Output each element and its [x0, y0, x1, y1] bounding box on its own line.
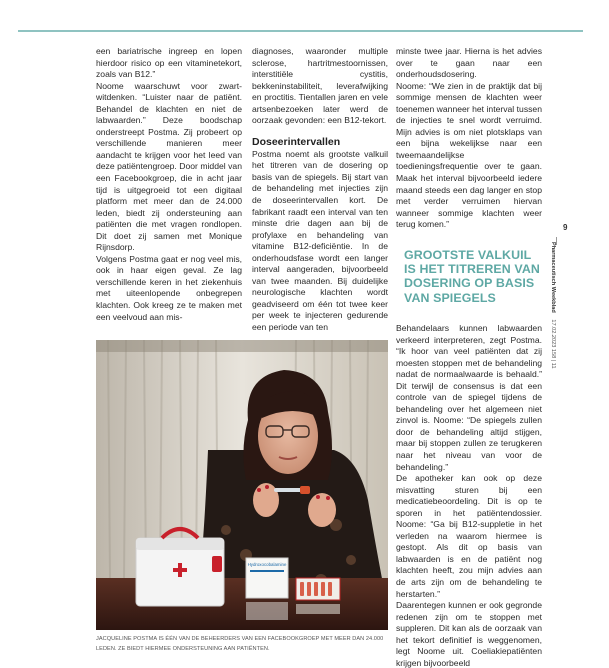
pull-quote: GROOTSTE VALKUIL IS HET TITREREN VAN DOSERING OP BASIS VAN SPIEGELS [404, 248, 540, 305]
article-column-3 [396, 46, 542, 231]
paragraph: Volgens Postma gaat er nog veel mis, ook in haar eigen geval. Ze lag verschillende keren in het ziekenhuis met uiteenlopende onbegrepen klachten. Ook kreeg ze te maken met een veelvoud aan mis- [96, 253, 242, 322]
top-rule [18, 30, 583, 32]
paragraph: Daarentegen kunnen er ook gegronde redenen zijn om te stoppen met suppleren. Dit kan als de oorzaak van het tekort definitief is weggenomen, legt Noome uit. Coeliakiepatiënten krijgen bijvoorbeeld [396, 600, 542, 668]
paragraph: diagnoses, waaronder multiple sclerose, hartritmestoornissen, interstitiële cystitis, bekkeninstabiliteit, leverafwijking en proctitis. Tientallen jaren en vele artsenbezoeken later werd de oorzaak gevonden: een B12-tekort. [252, 46, 388, 126]
publication-running-header [550, 242, 556, 369]
paragraph: een bariatrische ingreep en lopen hierdoor risico op een vitaminetekort, zoals van B12.” [96, 46, 242, 80]
paragraph: minste twee jaar. Hierna is het advies over te gaan naar een onderhoudsdosering. Noome: “We zien in de praktijk dat bij sommige mensen de klachten weer toenemen wanneer het interval tussen de injecties te snel wordt verruimd. Mijn advies is om niet plotsklaps van een bijna wekelijkse naar een tweemaandelijkse toedieningsfrequentie over te gaan. Maak het interval bijvoorbeeld iedere maand steeds een dag langer en stop met verder verruimen hiervan wanneer sommige klachten weer terug komen.” [396, 46, 542, 230]
publication-name: Pharmaceutisch Weekblad [550, 242, 556, 313]
photo-caption: JACQUELINE POSTMA IS ÉÉN VAN DE BEHEERDERS VAN EEN FACEBOOKGROEP MET MEER DAN 24.000 LEDEN. ZE BIEDT HIERMEE ONDERSTEUNING AAN PATIËNTEN. [96, 636, 384, 652]
article-column-2 [252, 46, 388, 334]
article-column-4 [396, 323, 542, 668]
issue-info: 17.02.2023 158 | 11 [550, 319, 556, 369]
page-number: 9 [563, 223, 568, 232]
subheading: Doseerintervallen [252, 135, 341, 148]
paragraph: Noome waarschuwt voor zwart-witdenken. “Luister naar de patiënt. Behandel de klachten en niet de labwaarden.” Deze boodschap onderstreept Postma. Zij probeert op verschillende manieren meer aandacht te krijgen voor het leed van deze patiëntengroep. Door middel van een Facebookgroep, die in acht jaar tijd is uitgegroeid tot een digitaal platform met meer dan de 24.000 leden, biedt zij ondersteuning aan patiënten die met vragen rondlopen. Dit doet zij samen met Monique Rijnsdorp. [96, 80, 242, 253]
article-column-1 [96, 46, 242, 323]
paragraph: Postma noemt als grootste valkuil het titreren van de dosering op basis van de spiegels. Bij start van de behandeling met injecties zijn de doseerintervallen kort. De fabrikant raadt een interval van ten minste drie dagen aan bij de profylaxe en behandeling van vitamine B12-deficiëntie. In de onderhoudsfase wordt een langer interval aangeraden, bijvoorbeeld van twee maanden. Bij duidelijke neurologische klachten wordt geadviseerd om één tot twee keer per week te injecteren gedurende een periode van ten [252, 148, 388, 333]
portrait-photo [96, 340, 388, 630]
box-label: Hydroxocobalamine [247, 562, 287, 567]
paragraph: Behandelaars kunnen labwaarden verkeerd interpreteren, zegt Postma. “Ik hoor van veel patiënten dat zij moesten stoppen met de behandeling nadat de normaalwaarde is behaald.” Dit terwijl de consensus is dat een controle van de spiegel tijdens de behandeling over het algemeen niet zinvol is. Noome: “De spiegels zullen door de behandeling altijd stijgen, maar bij stoppen zullen ze terugkeren naar het niveau van voor de behandeling.” [396, 323, 542, 472]
paragraph: De apotheker kan ook op deze misvatting sturen bij een medicatiebeoordeling. Dit is op te sporen in het patiëntendossier. Noome: “Ga bij B12-suppletie in het verleden na waarom hiermee is gestopt. Als dit op basis van labwaarden is en de patiënt nog klachten heeft, zou mijn advies aan de arts zijn om de behandeling te herstarten.” [396, 473, 542, 599]
sidebar-rule [556, 237, 557, 245]
